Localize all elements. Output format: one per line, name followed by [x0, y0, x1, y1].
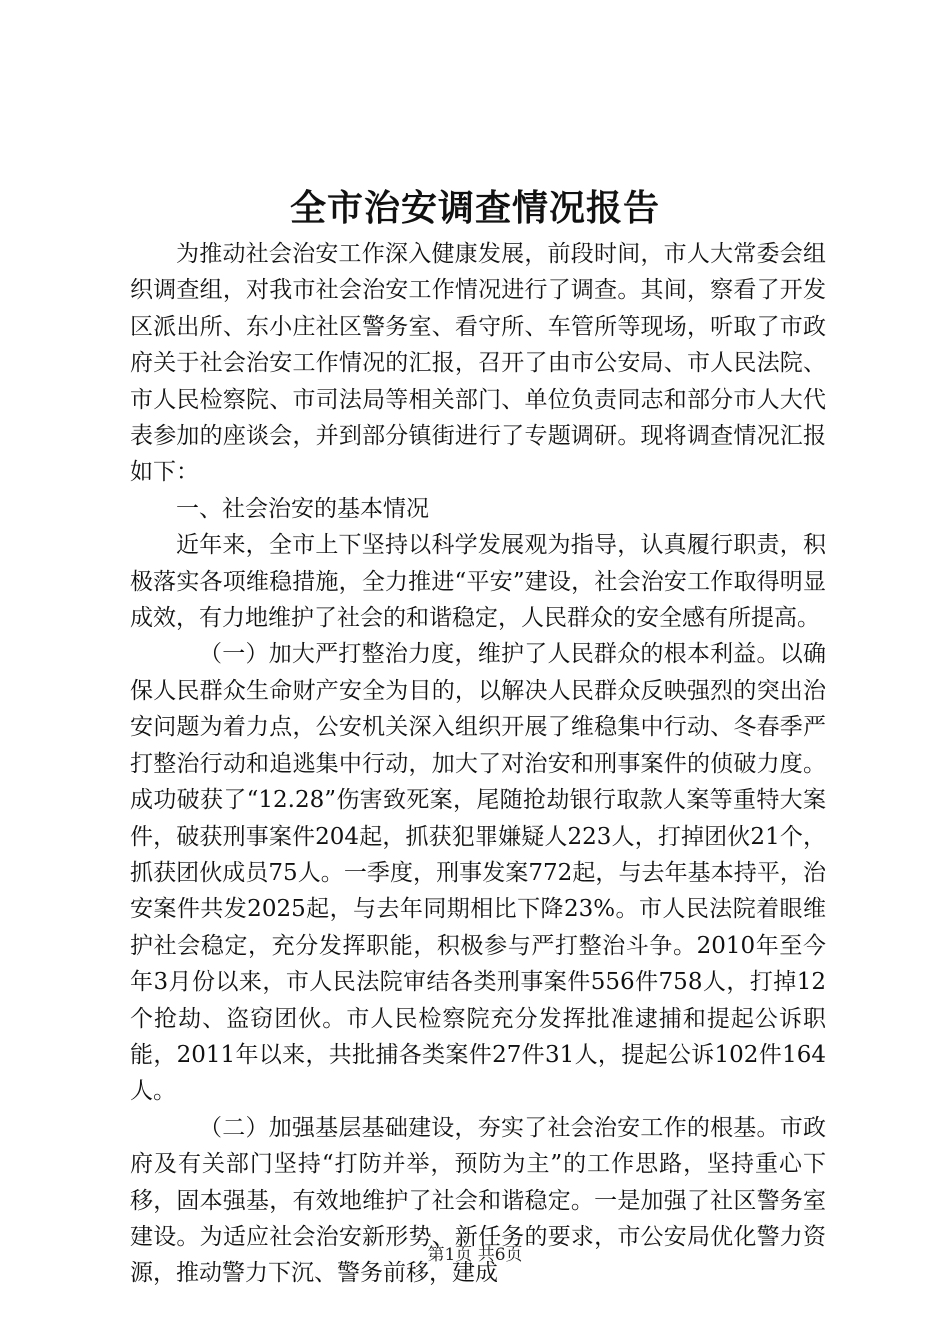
paragraph-subsection-1: （一）加大严打整治力度，维护了人民群众的根本利益。以确保人民群众生命财产安全为目的，以解决人民群众反映强烈的突出治安问题为着力点，公安机关深入组织开展了维稳集中行动、冬春季严打整治行动和追逃集中行动，加大了对治安和刑事案件的侦破力度。成功破获了“12.28”伤害致死案，尾随抢劫银行取款人案等重特大案件，破获刑事案件204起，抓获犯罪嫌疑人223人，打掉团伙21个，抓获团伙成员75人。一季度，刑事发案772起，与去年基本持平，治安案件共发2025起，与去年同期相比下降23%。市人民法院着眼维护社会稳定，充分发挥职能，积极参与严打整治斗争。2010年至今年3月份以来，市人民法院审结各类刑事案件556件758人，打掉12个抢劫、盗窃团伙。市人民检察院充分发挥批准逮捕和提起公诉职能，2011年以来，共批捕各类案件27件31人，提起公诉102件164人。: [130, 641, 826, 1105]
page-footer: 第1页 共6页: [427, 1245, 523, 1265]
section-heading-1: 一、社会治安的基本情况: [176, 495, 429, 522]
document-body: [130, 236, 826, 1292]
paragraph-overview: 近年来，全市上下坚持以科学发展观为指导，认真履行职责，积极落实各项维稳措施，全力推进“平安”建设，社会治安工作取得明显成效，有力地维护了社会的和谐稳定，人民群众的安全感有所提高。: [130, 532, 826, 632]
document-title: 全市治安调查情况报告: [289, 187, 660, 229]
paragraph-subsection-2: （二）加强基层基础建设，夯实了社会治安工作的根基。市政府及有关部门坚持“打防并举，预防为主”的工作思路，坚持重心下移，固本强基，有效地维护了社会和谐稳定。一是加强了社区警务室建设。为适应社会治安新形势、新任务的要求，市公安局优化警力资源，推动警力下沉、警务前移，建成: [130, 1114, 826, 1287]
paragraph-intro: 为推动社会治安工作深入健康发展，前段时间，市人大常委会组织调查组，对我市社会治安工作情况进行了调查。其间，察看了开发区派出所、东小庄社区警务室、看守所、车管所等现场，听取了市政府关于社会治安工作情况的汇报，召开了由市公安局、市人民法院、市人民检察院、市司法局等相关部门、单位负责同志和部分市人大代表参加的座谈会，并到部分镇街进行了专题调研。现将调查情况汇报如下：: [130, 241, 826, 486]
